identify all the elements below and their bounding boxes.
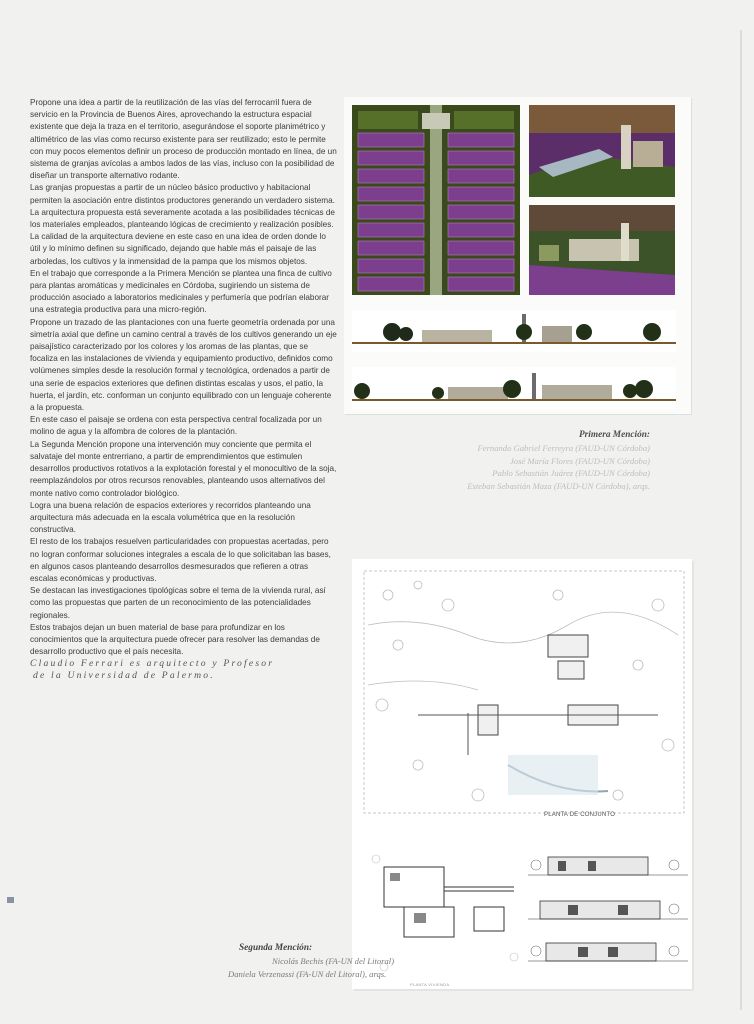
credit-name: Nicolás Bechis (FA-UN del Litoral) <box>272 955 395 966</box>
credit-name: Esteban Sebastián Maza (FAUD-UN Córdoba), arqs. <box>467 481 650 492</box>
credit-name: Pablo Sebastián Juárez (FAUD-UN Córdoba) <box>492 468 650 479</box>
site-plan-sketch <box>358 565 690 819</box>
segunda-mencion-credits <box>0 942 754 980</box>
caption-planta-vivienda: PLANTA VIVIENDA <box>410 982 450 987</box>
page-edge-rule <box>740 30 742 1010</box>
page-marker <box>7 897 14 903</box>
paragraph: Las granjas propuestas a partir de un núcleo básico productivo y habitacional permiten la asociación entre distintos productores generando un verdadero sistema. <box>30 183 335 205</box>
credits-heading: Primera Mención: <box>578 430 650 440</box>
article-text-column <box>30 97 338 682</box>
primera-mencion-credits <box>320 429 650 493</box>
caption-planta-conjunto: PLANTA DE CONJUNTO <box>544 812 616 818</box>
paragraph: Estos trabajos dejan un buen material de base para profundizar en los conocimientos que la arquitectura puede ofrecer para resolver las demandas de desarrollo productivo que el país necesita. <box>30 622 320 657</box>
credit-name: Daniela Verzenassi (FA-UN del Litoral), arqs. <box>228 968 387 979</box>
paragraph: Propone un trazado de las plantaciones con una fuerte geometría ordenada por una simetría axial que define un camino central a través de los cultivos generando un eje paisajístico caracterizado por los colores y los aromas de las plantas, que se focaliza en las instalaciones de vivienda y equipamiento productivo, definidos como volúmenes simples desde la resolución formal y tecnológica, ordenados a partir de una serie de espacios exteriores que definen distintas escalas y usos, el patio, la huerta, el jardín, etc. conforman un conjunto equilibrado con un lenguaje coherente a la propuesta. <box>30 317 337 413</box>
segunda-mencion-panel <box>352 559 692 989</box>
paragraph: Logra una buena relación de espacios exteriores y recorridos planteando una arquitectura más adecuada en la escala volumétrica que en la resolución constructiva. <box>30 500 311 535</box>
perspective-image-1 <box>529 105 675 197</box>
author-line: Claudio Ferrari es arquitecto y Profesor <box>30 658 275 670</box>
author-line: de la Universidad de Palermo. <box>33 670 215 682</box>
paragraph: El resto de los trabajos resuelven particularidades con propuestas acertadas, pero no logran conformar soluciones integrales a escala de lo que solicitaban las bases, en algunos casos planteando desarrollos desmesurados que refieren a otras escalas económicas y productivas. <box>30 537 331 583</box>
paragraph: En este caso el paisaje se ordena con esta perspectiva central focalizada por un molino de agua y la alfombra de colores de la plantación. <box>30 415 322 437</box>
credit-name: Fernando Gabriel Ferreyra (FAUD-UN Córdoba) <box>477 442 650 453</box>
paragraph: La Segunda Mención propone una intervención muy conciente que permita el salvataje del monte entrerriano, a partir de emprendimientos que estimulen desarrollos productivos rotativos a la explotación forestal y el monocultivo de la soja, reemplazándolos por otros recursos renovables, planteando usos alternativos del monte nativo como controlador biológico. <box>30 439 337 498</box>
credit-name: José María Flores (FAUD-UN Córdoba) <box>509 455 650 466</box>
primera-mencion-panel <box>344 97 691 414</box>
perspective-image-2 <box>529 205 675 295</box>
lavender-field-plan-image <box>352 105 520 295</box>
paragraph: La calidad de la arquitectura deviene en este caso en una idea de orden donde lo útil y lo mínimo definen su significado, dejando que hable más el paisaje de las arboledas, los cultivos y la inmensidad de la pampa que los mismos objetos. <box>30 232 326 266</box>
site-elevation-1 <box>352 310 676 352</box>
paragraph: Propone una idea a partir de la reutilización de las vías del ferrocarril fuera de servicio en la Provincia de Buenos Aires, aprovechando la estructura espacial existente que deja la traza en el territorio, asegurándose el soporte planimétrico y altimétrico de las vías como recurso existente para ser reutilizado; esto le permite con muy pocos elementos definir un proceso de producción montado en línea, de un sistema de granjas avícolas a ambos lados de las vías, incluso con la posibilidad de diseñar un transporte alternativo rodante. <box>30 98 337 181</box>
site-elevation-2 <box>352 367 676 409</box>
credits-heading: Segunda Mención: <box>239 943 313 953</box>
paragraph: En el trabajo que corresponde a la Primera Mención se plantea una finca de cultivo para plantas aromáticas y medicinales en Córdoba, sugiriendo un sistema de producción asociado a laboratorios medicinales y perfumería que podrían elaborar una estrategia productiva para una micro-región. <box>30 268 332 315</box>
paragraph: Se destacan las investigaciones tipológicas sobre el tema de la vivienda rural, así como las propuestas que parten de un reconocimiento de las potencialidades regionales. <box>30 586 326 620</box>
paragraph: La arquitectura propuesta está severamente acotada a las posibilidades técnicas de los materiales empleados, planteando lógicas de crecimiento y realización posibles. <box>30 207 335 230</box>
